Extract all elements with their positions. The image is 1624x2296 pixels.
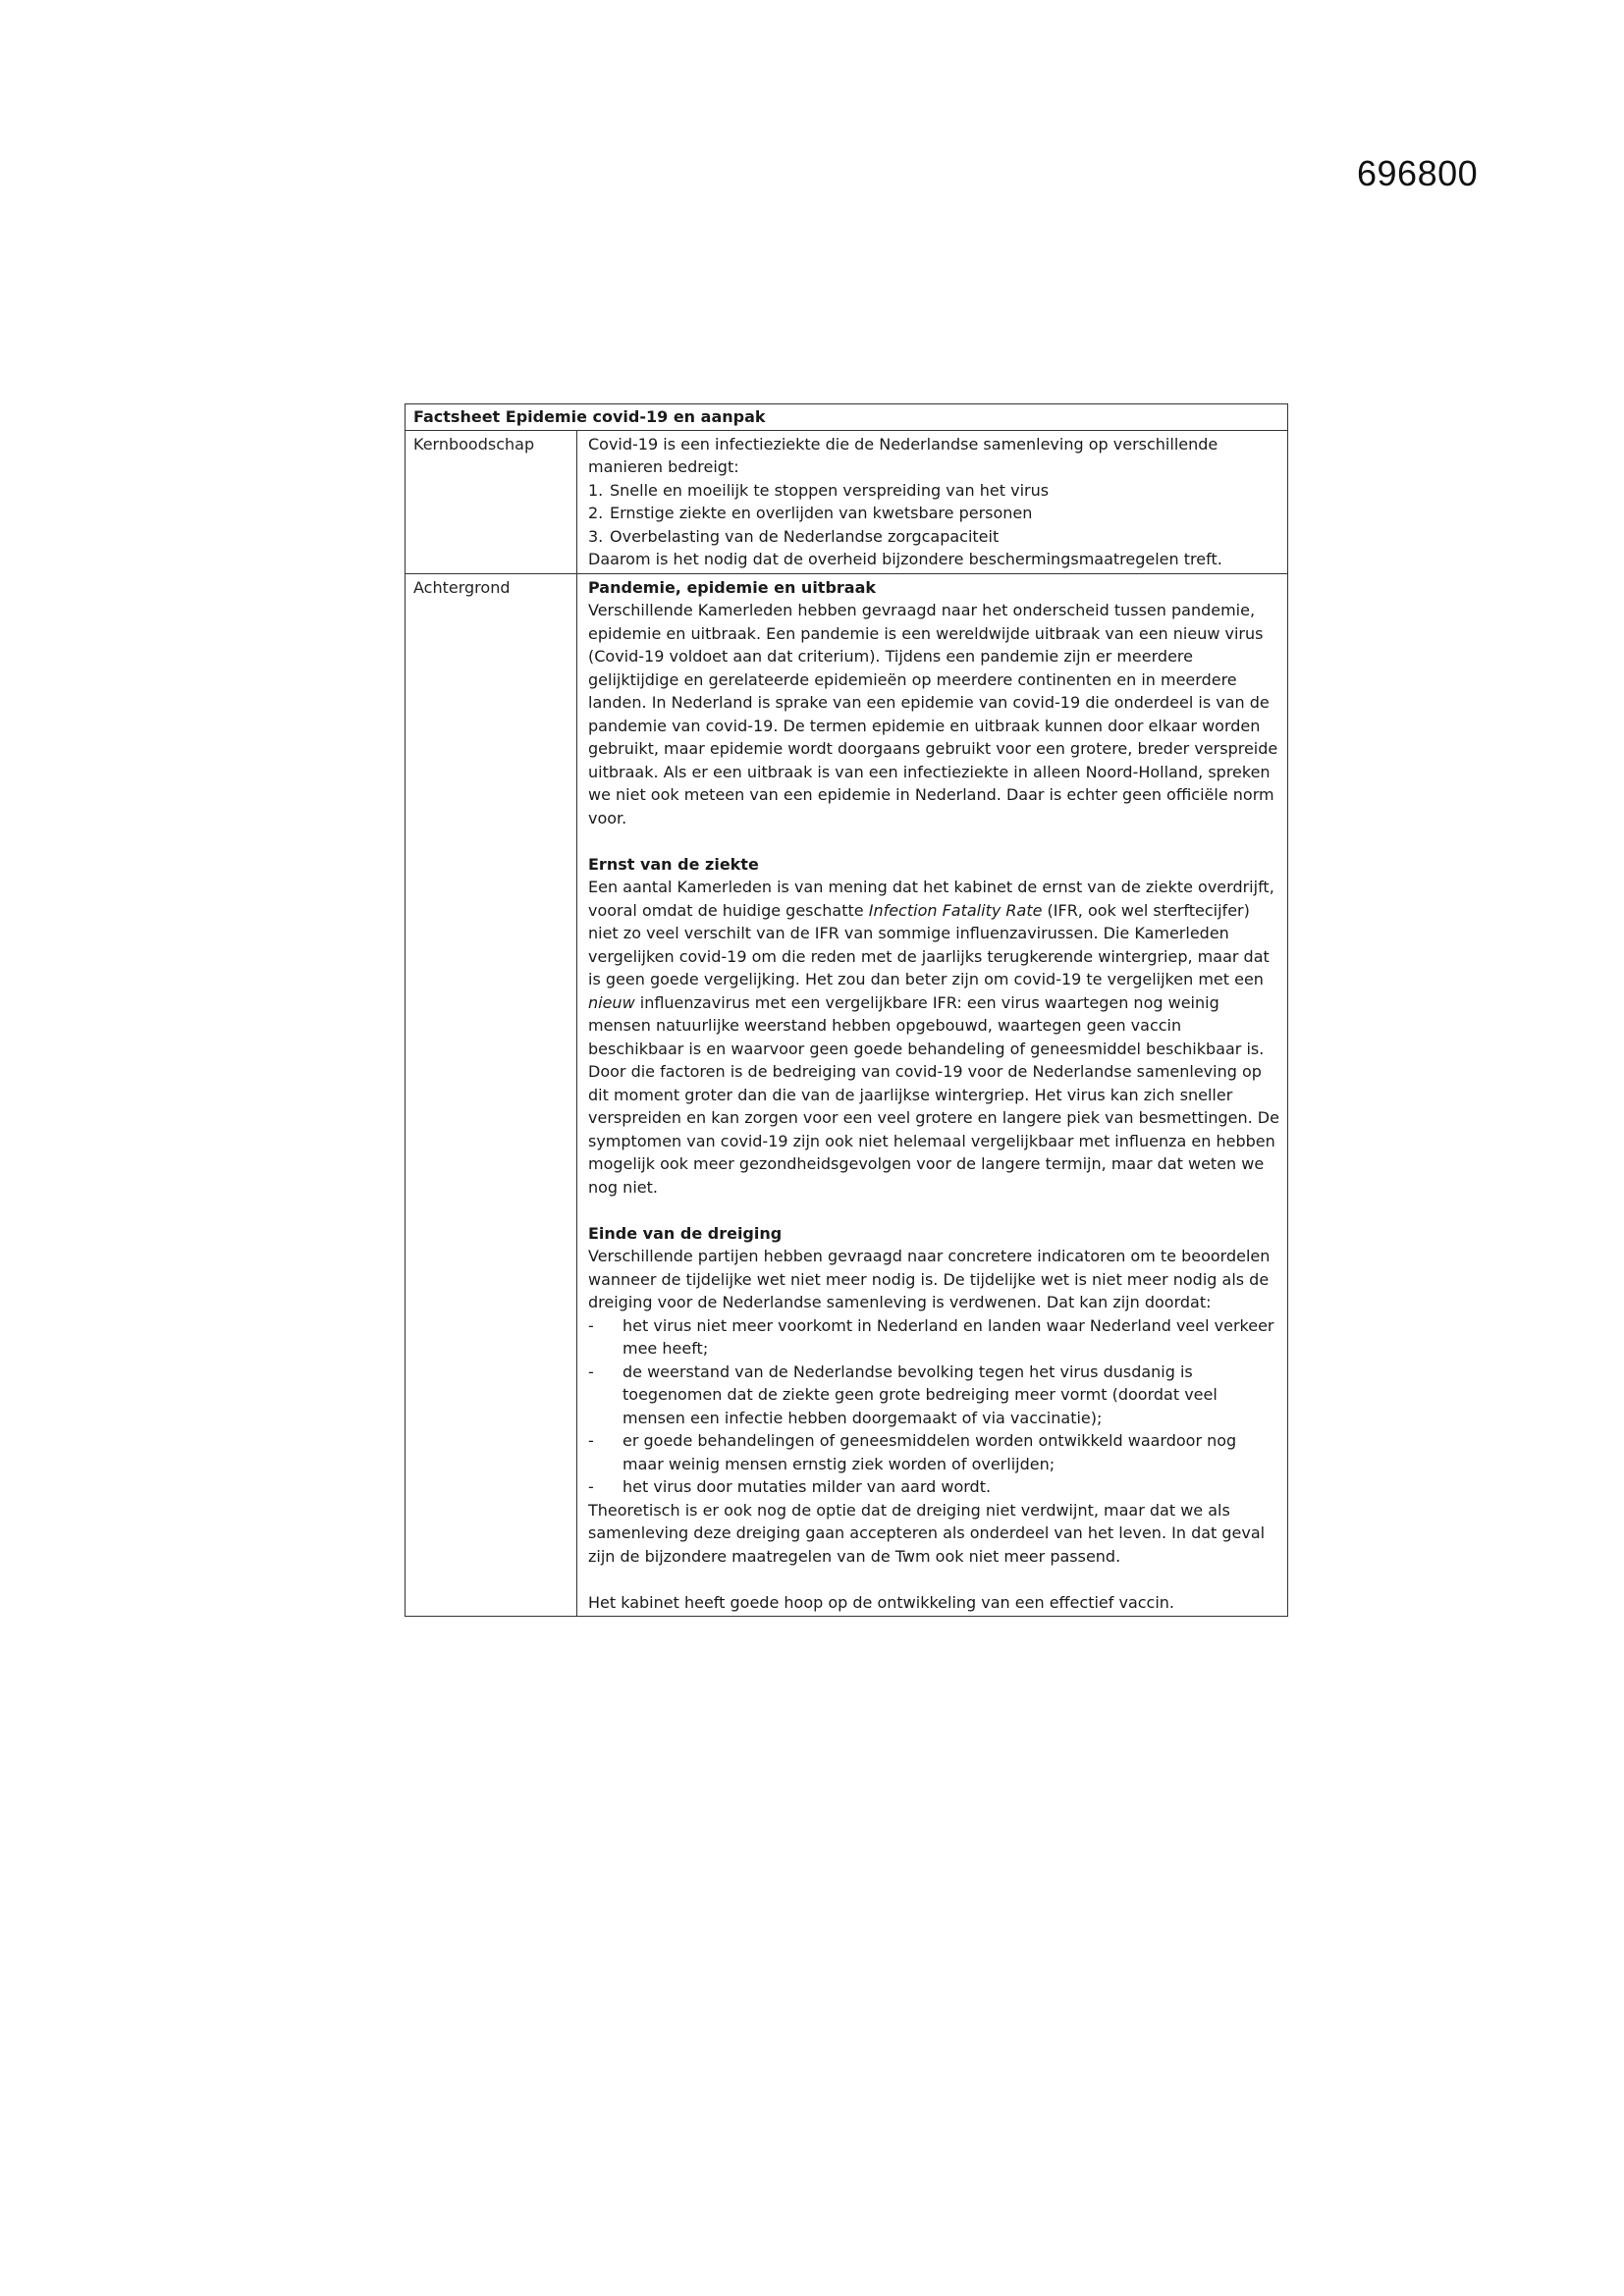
closing-statement: Het kabinet heeft goede hoop op de ontwikkeling van een effectief vaccin. [588,1592,1175,1612]
list-text: Ernstige ziekte en overlijden van kwetsbare personen [610,504,1033,522]
list-item [588,1475,1279,1499]
ernst-italic-ifr: Infection Fatality Rate [868,900,1043,920]
list-item [588,479,1279,503]
kernboodschap-list [588,479,1279,549]
section-text-ernst [588,876,1279,1199]
factsheet-table [405,403,1288,1617]
list-number: 3. [588,526,604,546]
section-outro-einde: Theoretisch is er ook nog de optie dat de dreiging niet verdwijnt, maar dat we als samenleving deze dreiging gaan accepteren als onderdeel van het leven. In dat geval zijn de bijzondere maatregelen van de Twm ook niet meer passend. [588,1500,1266,1566]
list-dash: - [588,1362,594,1381]
list-text: het virus niet meer voorkomt in Nederland en landen waar Nederland veel verkeer mee heeft; [623,1315,1274,1358]
list-text: er goede behandelingen of geneesmiddelen worden ontwikkeld waardoor nog maar weinig mensen ernstig ziek worden of overlijden; [623,1431,1237,1473]
kernboodschap-row [406,430,1288,573]
list-item [588,502,1279,525]
list-text: het virus door mutaties milder van aard wordt. [623,1477,992,1496]
list-text: Overbelasting van de Nederlandse zorgcapaciteit [610,526,1000,546]
factsheet-title: Factsheet Epidemie covid-19 en aanpak [406,404,1288,431]
ernst-text-part2: (IFR, ook wel sterftecijfer) niet zo veel verschilt van de IFR van sommige influenzavirussen. Die Kamerleden vergelijken covid-19 om die reden met de jaarlijks terugkerende wintergriep, maar dat is geen goede vergelijking. Het zou dan beter zijn om covid-19 te vergelijken met een [588,900,1270,988]
ernst-italic-nieuw: nieuw [588,992,635,1012]
list-item [588,1361,1279,1430]
list-text: Snelle en moeilijk te stoppen verspreiding van het virus [610,480,1050,500]
einde-list [588,1314,1279,1499]
kernboodschap-conclusion: Daarom is het nodig dat de overheid bijzondere beschermingsmaatregelen treft. [588,550,1222,568]
section-heading-pandemie: Pandemie, epidemie en uitbraak [588,577,877,597]
list-item [588,1429,1279,1475]
kernboodschap-label: Kernboodschap [406,430,577,573]
section-heading-ernst: Ernst van de ziekte [588,854,759,874]
achtergrond-content [577,573,1288,1617]
ernst-text-part1: Een aantal Kamerleden is van mening dat het kabinet de ernst van de ziekte overdrijft, vooral omdat de huidige geschatte [588,878,1274,920]
document-number: 696800 [1357,153,1479,193]
list-item [588,1314,1279,1361]
list-item [588,525,1279,549]
section-heading-einde: Einde van de dreiging [588,1223,783,1243]
kernboodschap-content [577,430,1288,573]
achtergrond-row [406,573,1288,1617]
list-dash: - [588,1477,594,1496]
list-text: de weerstand van de Nederlandse bevolking tegen het virus dusdanig is toegenomen dat de ziekte geen grote bedreiging meer vormt (doordat veel mensen een infectie hebben doorgemaakt of via vaccinatie); [623,1362,1218,1427]
ernst-text-part3: influenzavirus met een vergelijkbare IFR: een virus waartegen nog weinig mensen natuurlijke weerstand hebben opgebouwd, waartegen geen vaccin beschikbaar is en waarvoor geen goede behandeling of geneesmiddel beschikbaar is. Door die factoren is de bedreiging van covid-19 voor de Nederlandse samenleving op dit moment groter dan die van de jaarlijkse wintergriep. Het virus kan zich sneller verspreiden en kan zorgen voor een veel grotere en langere piek van besmettingen. De symptomen van covid-19 zijn ook niet helemaal vergelijkbaar met influenza en hebben mogelijk ook meer gezondheidsgevolgen voor de langere termijn, maar dat weten we nog niet. [588,992,1279,1197]
title-row [406,404,1288,431]
kernboodschap-intro: Covid-19 is een infectieziekte die de Nederlandse samenleving op verschillende manieren bedreigt: [588,434,1218,476]
list-number: 1. [588,480,604,500]
list-dash: - [588,1315,594,1335]
list-dash: - [588,1431,594,1450]
section-text-pandemie: Verschillende Kamerleden hebben gevraagd naar het onderscheid tussen pandemie, epidemie en uitbraak. Een pandemie is een wereldwijde uitbraak van een nieuw virus (Covid-19 voldoet aan dat criterium). Tijdens een pandemie zijn er meerdere gelijktijdige en gerelateerde epidemieën op meerdere continenten en in meerdere landen. In Nederland is sprake van een epidemie van covid-19 die onderdeel is van de pandemie van covid-19. De termen epidemie en uitbraak kunnen door elkaar worden gebruikt, maar epidemie wordt doorgaans gebruikt voor een grotere, breder verspreide uitbraak. Als er een uitbraak is van een infectieziekte in alleen Noord-Holland, spreken we niet ook meteen van een epidemie in Nederland. Daar is echter geen officiële norm voor. [588,601,1278,828]
achtergrond-label: Achtergrond [406,573,577,1617]
section-intro-einde: Verschillende partijen hebben gevraagd naar concretere indicatoren om te beoordelen wanneer de tijdelijke wet niet meer nodig is. De tijdelijke wet is niet meer nodig als de dreiging voor de Nederlandse samenleving is verdwenen. Dat kan zijn doordat: [588,1247,1271,1311]
list-number: 2. [588,504,604,522]
